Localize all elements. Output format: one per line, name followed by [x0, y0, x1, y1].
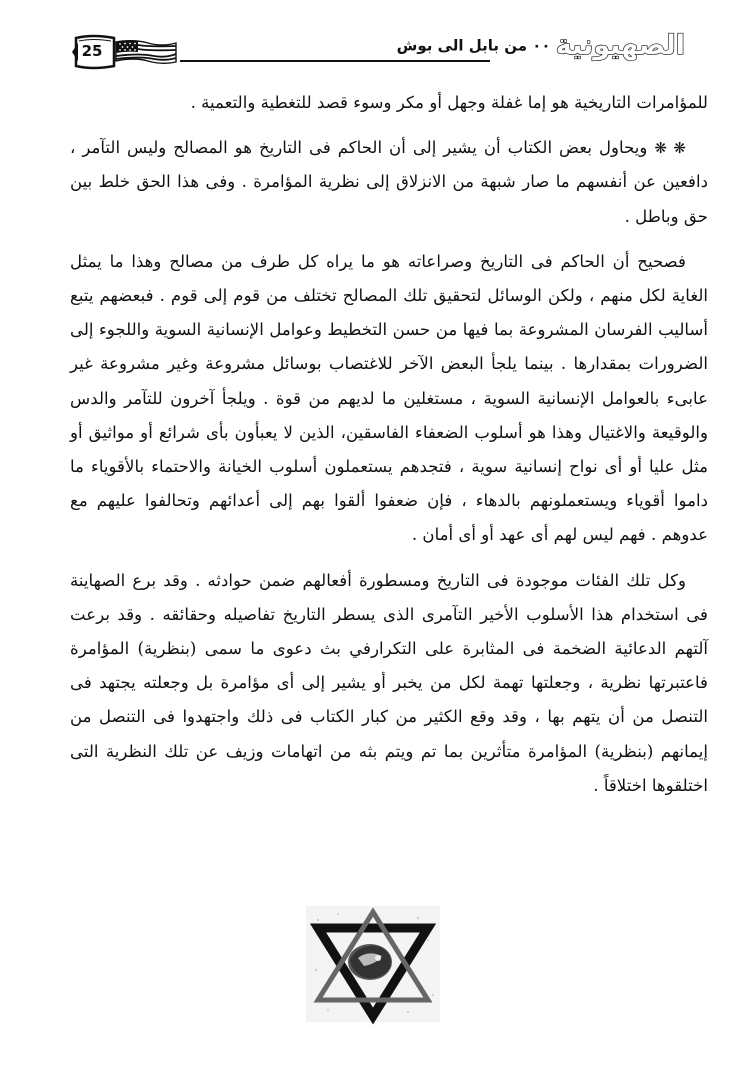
- paragraph-1: للمؤامرات التاريخية هو إما غفلة وجهل أو مكر وسوء قصد للتغطية والتعمية .: [190, 93, 708, 112]
- paragraph-2: [70, 131, 708, 234]
- title-main: الصهيونية: [555, 30, 685, 61]
- running-title: [397, 30, 685, 74]
- star-of-david-icon: [298, 900, 448, 1028]
- paragraph-2-text: ويحاول بعض الكتاب أن يشير إلى أن الحاكم فى التاريخ هو المصالح وليس التآمر ، دافعين عن أنفسهم ما صار شبهة من الانزلاق إلى نظرية المؤامرة . وفى هذا الحق خلط بين حق وباطل .: [70, 138, 708, 226]
- title-subtitle: ٠٠ من بابل الى بوش: [396, 36, 551, 55]
- us-flag-icon: [114, 39, 178, 65]
- body-text: [70, 86, 708, 803]
- page-number: 25: [81, 42, 103, 60]
- asterism-icon: ❋ ❋: [654, 139, 686, 158]
- page-header: [60, 30, 685, 74]
- paragraph-3: فصحيح أن الحاكم فى التاريخ وصراعاته هو ما يراه كل طرف من مصالح وهذا ما يمثل الغاية لكل منهم ، ولكن الوسائل لتحقيق تلك المصالح تختلف من قوم إلى قوم . فبعضهم يتبع أساليب الفرسان المشروعة بما فيها من حسن التخطيط وعوامل الإنسانية السوية واللجوء إلى الضرورات بمقدارها . بينما يلجأ البعض الآخر للاغتصاب بوسائل مشروعة وغير مشروعة غير عابىء بالعوامل الإنسانية السوية ، مستغلين ما لديهم من قوة . ويلجأ آخرون للتآمر والدس والوقيعة والاغتيال وهذا هو أسلوب الضعفاء الفاسقين، الذين لا يعبأون بأى شرائع أو مواثيق أو مثل عليا أو أى نواح إنسانية سوية ، فتجدهم يستعملون أسلوب الخيانة والاحتماء بالأقوياء ما داموا أقوياء ويستعملونهم بالدهاء ، فإن ضعفوا ألقوا بهم إلى أعدائهم وتحالفوا عليهم مع عدوهم . فهم ليس لهم أى عهد أو أى أمان .: [70, 251, 708, 545]
- paragraph-4: وكل تلك الفئات موجودة فى التاريخ ومسطورة أفعالهم ضمن حوادثه . وقد برع الصهاينة فى استخدام هذا الأسلوب الأخير التآمرى الذى يسطر التاريخ تفاصيله وحقائقه . وقد برعت آلتهم الدعائية الضخمة فى المثابرة على التكرارفي بث دعوى ما سمى (بنظرية) المؤامرة فاعتبرتها نظرية ، وجعلتها تهمة لكل من يخبر أو يشير إلى أى مؤامرة بل وجعلته يجتهد فى التنصل من أن يتهم بها ، وقد وقع الكثير من كبار الكتاب فى ذلك واجتهدوا فى التنصل من إيمانهم (بنظرية) المؤامرة متأثرين بما تم ويتم بثه من اتهامات وزيف عن تلك النظرية التى اختلقوها اختلاقاً .: [70, 570, 708, 795]
